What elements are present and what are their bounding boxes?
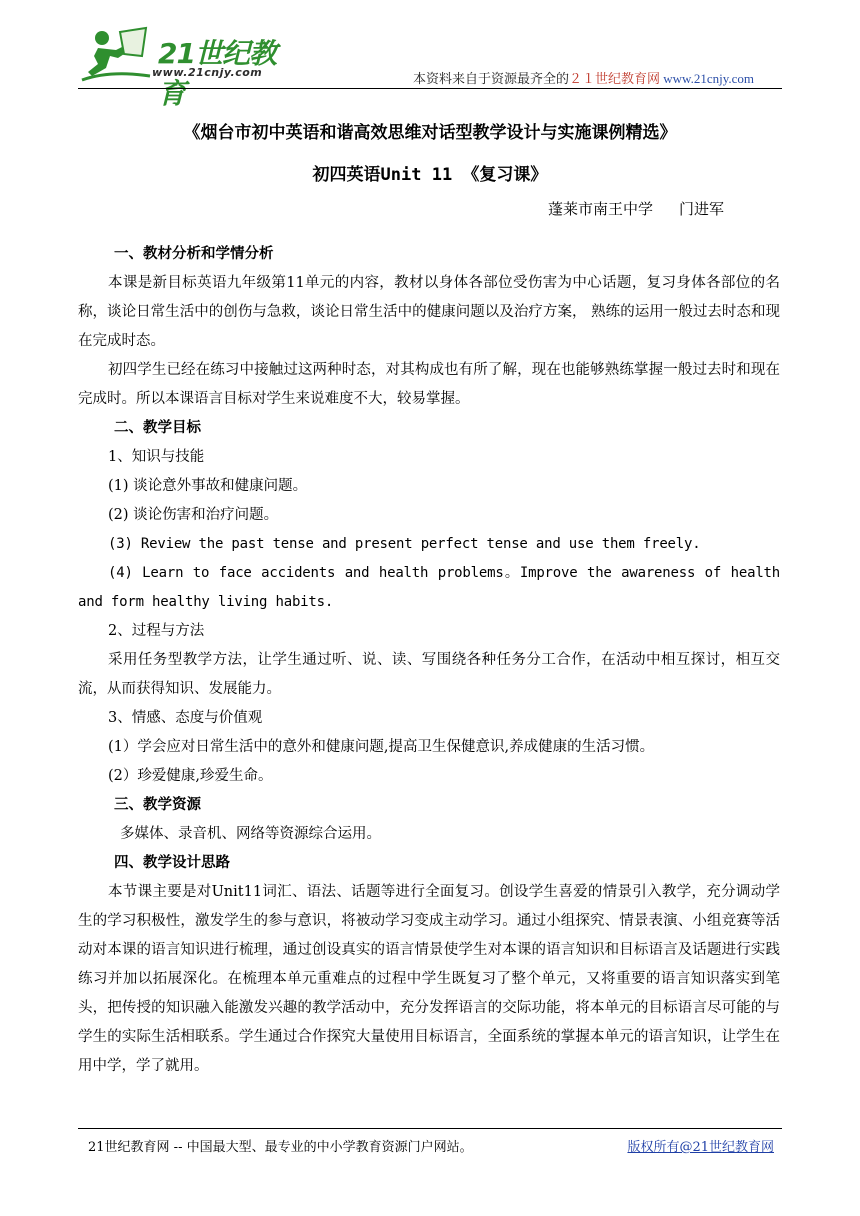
- list-item: (2）珍爱健康,珍爱生命。: [108, 768, 273, 784]
- paragraph: 多媒体、录音机、网络等资源综合运用。: [120, 826, 381, 842]
- header-note-url[interactable]: www.21cnjy.com: [663, 71, 754, 86]
- author-school: 蓬莱市南王中学: [547, 200, 653, 218]
- footer-divider: [78, 1128, 782, 1129]
- list-item: (1) 谈论意外事故和健康问题。: [108, 478, 308, 494]
- paragraph: 本节课主要是对Unit11词汇、语法、话题等进行全面复习。创设学生喜爱的情景引入教学，充分调动学生的学习积极性，激发学生的参与意识，将被动学习变成主动学习。通过小组探究、情景表演、小组竞赛等活动对本课的语言知识进行梳理，通过创设真实的语言情景使学生对本课的语言知识和目标语言及话题进行实践练习并加以拓展深化。在梳理本单元重难点的过程中学生既复习了整个单元，又将重要的语言知识落实到笔头，把传授的知识融入能激发兴趣的教学活动中，充分发挥语言的交际功能，将本单元的目标语言尽可能的与学生的实际生活相联系。学生通过合作探究大量使用目标语言，全面系统的掌握本单元的语言知识，让学生在用中学，学了就用。: [78, 884, 780, 1074]
- section-heading: 二、教学目标: [114, 420, 201, 436]
- header-note: [413, 68, 754, 87]
- subsection-heading: 2、过程与方法: [108, 623, 205, 639]
- subsection-heading: 1、知识与技能: [108, 449, 205, 465]
- list-item: (2) 谈论伤害和治疗问题。: [108, 507, 279, 523]
- header-note-prefix: 本资料来自于资源最齐全的: [412, 71, 569, 86]
- paragraph: 初四学生已经在练习中接触过这两种时态，对其构成也有所了解，现在也能够熟练掌握一般过去时和现在完成时。所以本课语言目标对学生来说难度不大，较易掌握。: [78, 362, 780, 407]
- footer-text: 21世纪教育网 -- 中国最大型、最专业的中小学教育资源门户网站。: [88, 1140, 473, 1155]
- logo-wordmark: 21世纪教育: [158, 37, 276, 110]
- footer-copyright-link[interactable]: 版权所有@21世纪教育网: [627, 1140, 774, 1155]
- author-name: 门进军: [678, 200, 724, 218]
- site-logo: [80, 26, 300, 110]
- header-divider: [78, 88, 782, 89]
- document-body: [78, 240, 780, 1081]
- header-note-site[interactable]: ２１世纪教育网: [568, 71, 660, 86]
- list-item: (3) Review the past tense and present perfect tense and use them freely.: [108, 536, 701, 552]
- paragraph: 采用任务型教学方法，让学生通过听、说、读、写围绕各种任务分工合作，在活动中相互探讨，相互交流，从而获得知识、发展能力。: [78, 652, 780, 697]
- section-heading: 一、教材分析和学情分析: [114, 246, 274, 262]
- section-heading: 四、教学设计思路: [114, 855, 230, 871]
- document-title: 《烟台市初中英语和谐高效思维对话型教学设计与实施课例精选》: [183, 123, 677, 143]
- section-heading: 三、教学资源: [114, 797, 201, 813]
- document-subtitle: 初四英语Unit 11 《复习课》: [312, 165, 548, 185]
- logo-url: www.21cnjy.com: [152, 66, 263, 79]
- author-line: [548, 198, 724, 219]
- subsection-heading: 3、情感、态度与价值观: [108, 710, 263, 726]
- list-item: (1）学会应对日常生活中的意外和健康问题,提高卫生保健意识,养成健康的生活习惯。: [108, 739, 655, 755]
- runner-logo-icon: [80, 26, 160, 84]
- list-item: (4) Learn to face accidents and health problems。Improve the awareness of health and form healthy living habits.: [78, 565, 780, 610]
- paragraph: 本课是新目标英语九年级第11单元的内容，教材以身体各部位受伤害为中心话题，复习身体各部位的名称，谈论日常生活中的创伤与急救，谈论日常生活中的健康问题以及治疗方案， 熟练的运用一般过去时态和现在完成时态。: [78, 275, 780, 349]
